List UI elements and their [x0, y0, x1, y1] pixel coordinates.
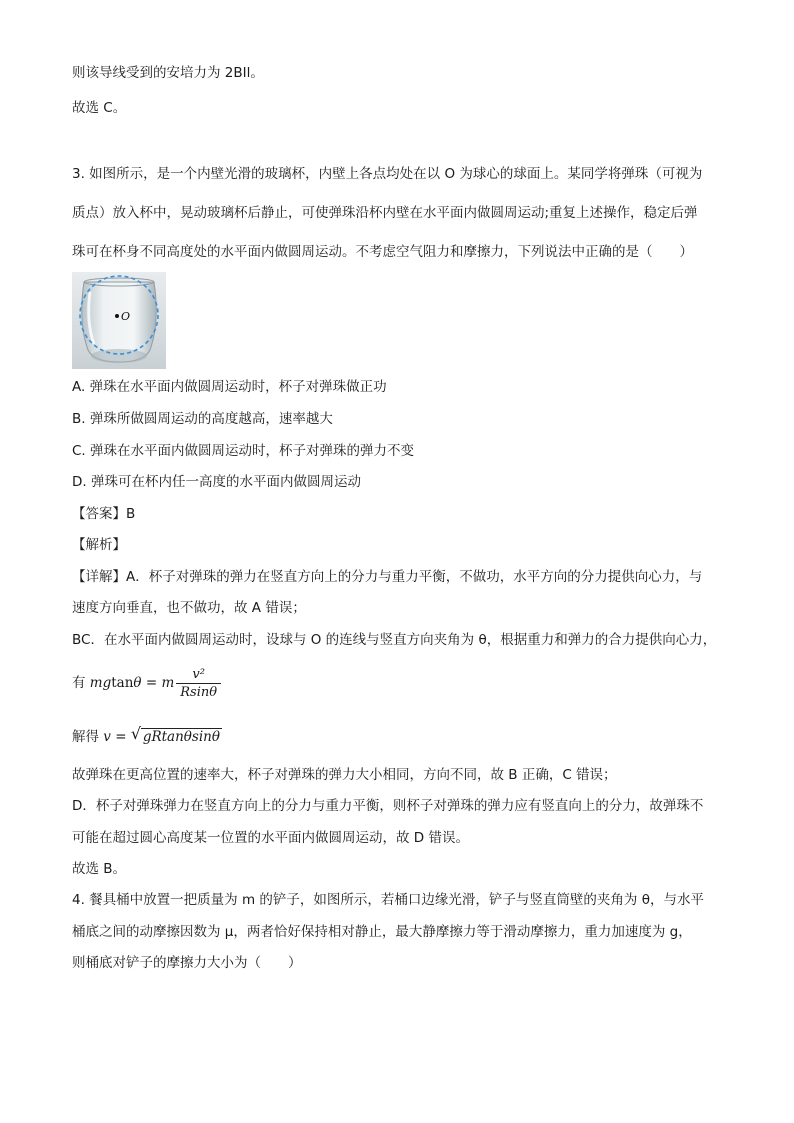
prev-answer-line: 则该导线受到的安培力为 2BIl。 [72, 65, 264, 81]
equation-1-prefix: 有 [72, 675, 90, 691]
detail-line-5: D．杯子对弹珠弹力在竖直方向上的分力与重力平衡，则杯子对弹珠的弹力应有竖直向上的分力，故弹珠不 [72, 798, 704, 814]
equation-2-radicand: gRtanθsinθ [142, 729, 220, 745]
option-d: D. 弹珠可在杯内任一高度的水平面内做圆周运动 [72, 474, 361, 490]
answer-line: 【答案】B [72, 506, 136, 522]
equation-2-lhs: v = [103, 729, 131, 745]
radical-sign-icon: √ [130, 724, 142, 743]
q4-stem-line-1: 4. 餐具桶中放置一把质量为 m 的铲子，如图所示，若桶口边缘光滑，铲子与竖直筒壁的夹角为 θ，与水平 [72, 892, 704, 908]
prev-choice-line: 故选 C。 [72, 100, 127, 116]
detail-line-4: 故弹珠在更高位置的速率大，杯子对弹珠的弹力大小相同，方向不同，故 B 正确，C 错误； [72, 767, 617, 783]
detail-line-2: 速度方向垂直，也不做功，故 A 错误； [72, 600, 306, 616]
equation-2-sqrt [130, 724, 222, 747]
conclusion-line: 故选 B。 [72, 861, 127, 877]
equation-2 [72, 724, 222, 747]
equation-1-tan: tan [111, 675, 134, 691]
equation-1-denominator: Rsinθ [176, 683, 221, 701]
detail-line-6: 可能在超过圆心高度某一位置的水平面内做圆周运动，故 D 错误。 [72, 830, 469, 846]
equation-2-prefix: 解得 [72, 729, 104, 745]
q4-stem-line-2: 桶底之间的动摩擦因数为 μ，两者恰好保持相对静止，最大静摩擦力等于滑动摩擦力，重力加速度为 g， [72, 924, 692, 940]
equation-1-numerator: v² [192, 666, 205, 682]
q3-stem-line-3: 珠可在杯身不同高度处的水平面内做圆周运动。不考虑空气阻力和摩擦力，下列说法中正确的是（ ） [72, 244, 693, 260]
q3-stem-line-1: 3. 如图所示，是一个内壁光滑的玻璃杯，内壁上各点均处在以 O 为球心的球面上。某同学将弹珠（可视为 [72, 166, 703, 182]
glass-cup-illustration [72, 272, 166, 369]
q4-stem-line-3: 则桶底对铲子的摩擦力大小为（ ） [72, 955, 302, 971]
option-c: C. 弹珠在水平面内做圆周运动时，杯子对弹珠的弹力不变 [72, 443, 415, 459]
equation-1-fraction [176, 666, 221, 701]
equation-1 [72, 665, 221, 701]
detail-line-1: 【详解】A．杯子对弹珠的弹力在竖直方向上的分力与重力平衡，不做功，水平方向的分力提供向心力，与 [72, 569, 703, 585]
option-a: A. 弹珠在水平面内做圆周运动时，杯子对弹珠做正功 [72, 379, 387, 395]
equation-1-theta: θ = m [133, 675, 175, 691]
option-b: B. 弹珠所做圆周运动的高度越高，速率越大 [72, 411, 333, 427]
analysis-heading: 【解析】 [72, 537, 126, 553]
center-o-label: O [121, 310, 131, 323]
q3-stem-line-2: 质点）放入杯中，晃动玻璃杯后静止，可使弹珠沿杯内壁在水平面内做圆周运动;重复上述操作，稳定后弹 [72, 205, 698, 221]
equation-1-lhs: mg [89, 675, 112, 691]
detail-line-3: BC．在水平面内做圆周运动时，设球与 O 的连线与竖直方向夹角为 θ，根据重力和弹力的合力提供向心力， [72, 632, 717, 648]
glass-cup-figure [72, 272, 166, 369]
